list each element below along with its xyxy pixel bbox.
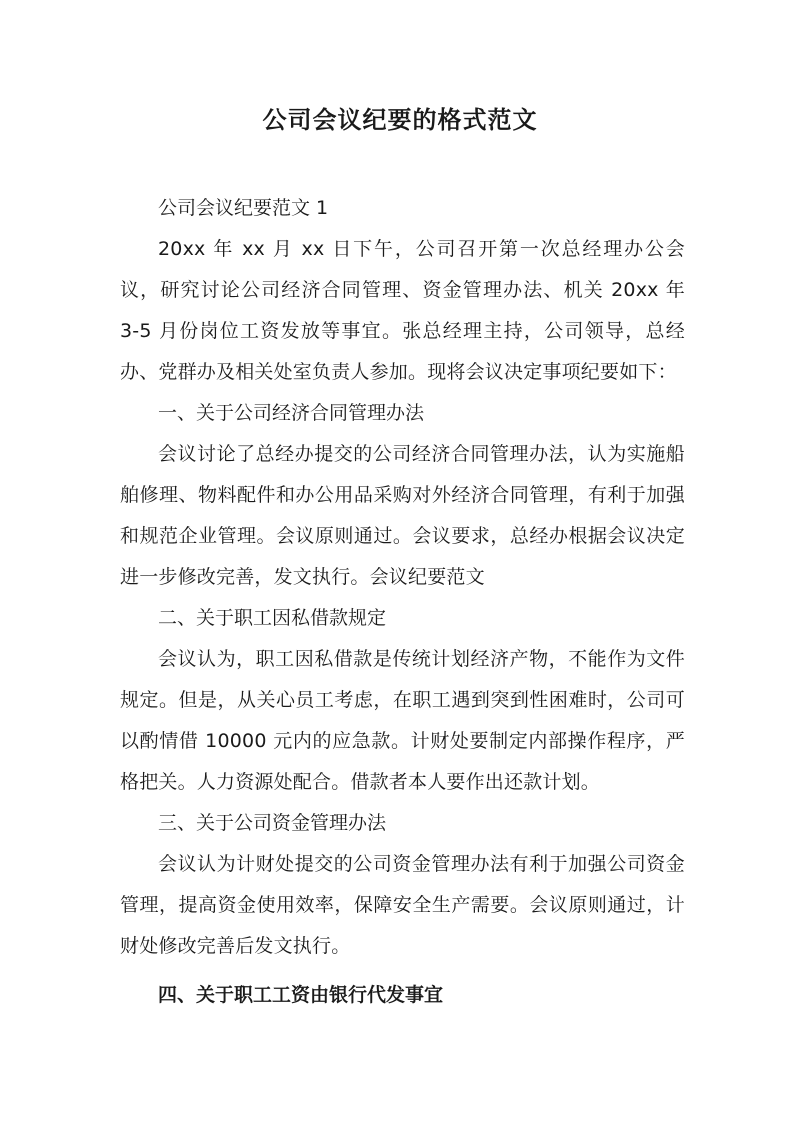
paragraph-intro: 20xx 年 xx 月 xx 日下午，公司召开第一次总经理办公会议，研究讨论公司经济合同管理、资金管理办法、机关 20xx 年 3-5 月份岗位工资发放等事宜。张总经理主持，公司领导，总经办、党群办及相关处室负责人参加。现将会议决定事项纪要如下： <box>120 238 685 383</box>
paragraph-2: 会议认为，职工因私借款是传统计划经济产物，不能作为文件规定。但是，从关心员工考虑，在职工遇到突到性困难时，公司可以酌情借 10000 元内的应急款。计财处要制定内部操作程序，严格把关。人力资源处配合。借款者本人要作出还款计划。 <box>120 648 685 793</box>
spacer <box>120 967 685 975</box>
section-heading-4: 四、关于职工工资由银行代发事宜 <box>158 984 444 1006</box>
section-heading-2: 二、关于职工因私借款规定 <box>158 607 387 629</box>
section-heading-1: 一、关于公司经济合同管理办法 <box>158 402 425 424</box>
section-heading-3: 三、关于公司资金管理办法 <box>158 812 387 834</box>
document-body <box>120 188 685 1016</box>
document-title: 公司会议纪要的格式范文 <box>262 106 538 134</box>
paragraph-1: 会议讨论了总经办提交的公司经济合同管理办法，认为实施船舶修理、物料配件和办公用品采购对外经济合同管理，有利于加强和规范企业管理。会议原则通过。会议要求，总经办根据会议决定进一步修改完善，发文执行。会议纪要范文 <box>120 443 685 588</box>
section-heading-sample: 公司会议纪要范文 1 <box>158 197 329 219</box>
paragraph-3: 会议认为计财处提交的公司资金管理办法有利于加强公司资金管理，提高资金使用效率，保障安全生产需要。会议原则通过，计财处修改完善后发文执行。 <box>120 853 685 957</box>
